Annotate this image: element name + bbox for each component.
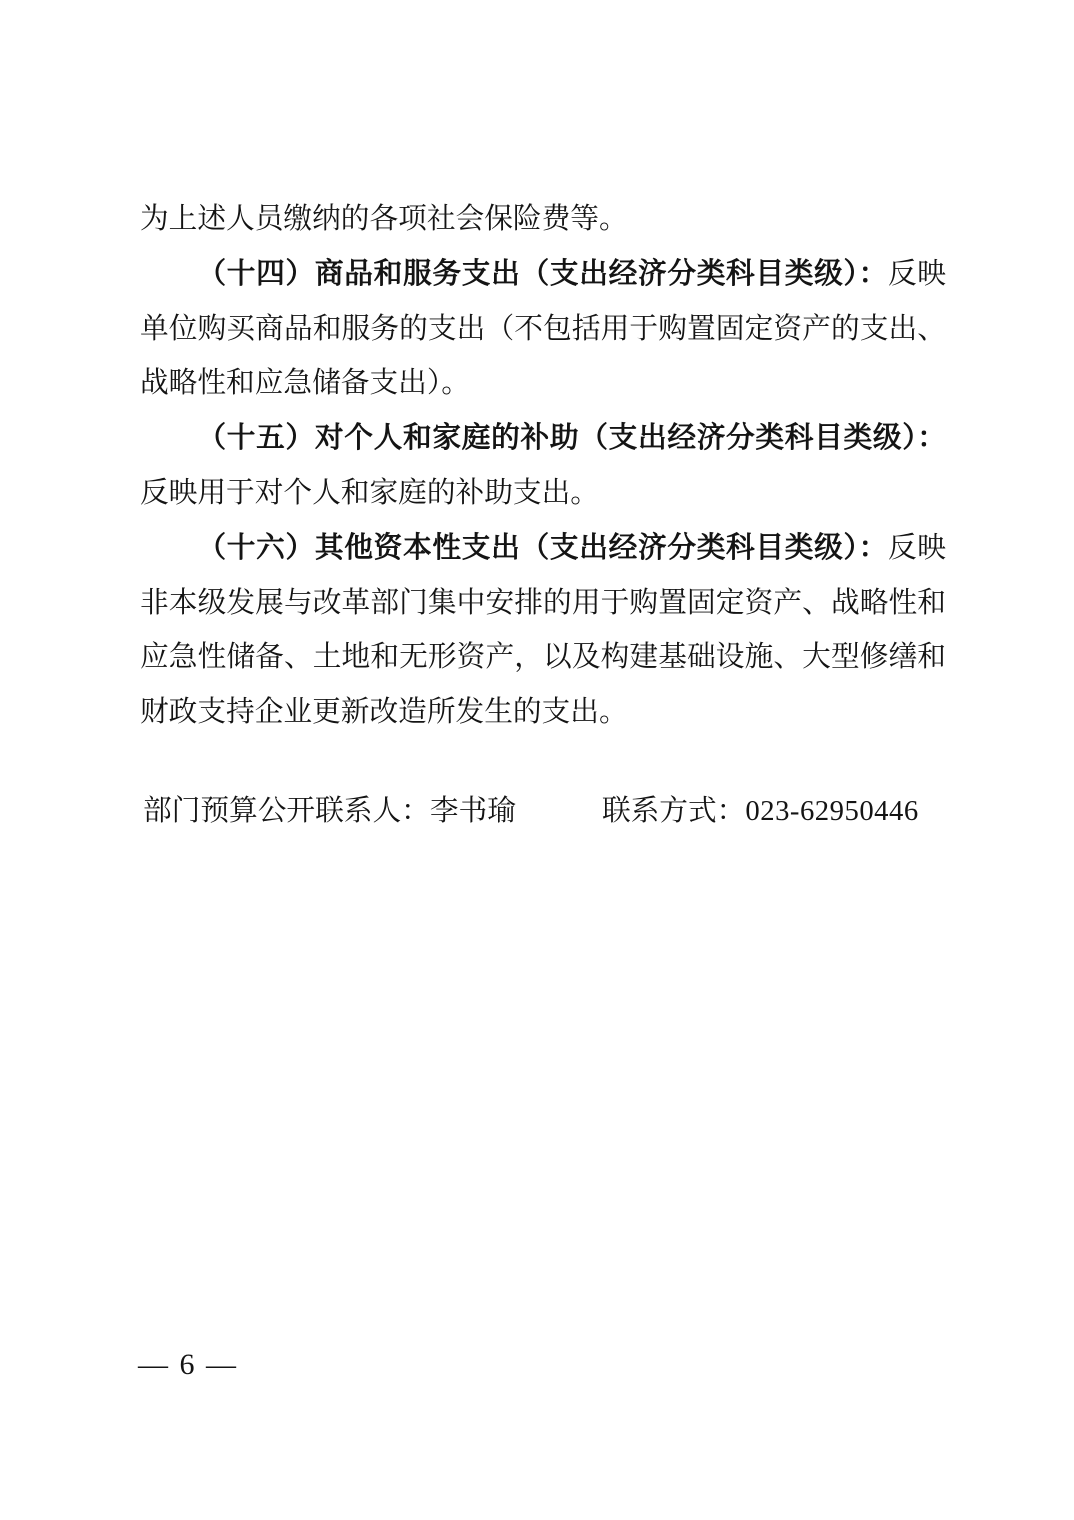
paragraph-heading: （十四）商品和服务支出（支出经济分类科目类级）： [197,257,888,290]
contact-phone: 023-62950446 [745,795,919,827]
paragraph-item-14 [140,247,946,411]
paragraph-heading: （十五）对个人和家庭的补助（支出经济分类科目类级）： [197,422,946,455]
paragraph-item-16 [140,521,946,740]
contact-method-label: 联系方式： [601,795,746,827]
paragraph-text: 反映单位购买商品和服务的支出（不包括用于购置固定资产的支出、战略性和应急储备支出）。 [140,257,946,400]
paragraph-heading: （十六）其他资本性支出（支出经济分类科目类级）： [197,531,888,564]
paragraph-text: 反映用于对个人和家庭的补助支出。 [140,476,599,509]
page-number: — 6 — [138,1348,238,1381]
paragraph-item-15 [140,411,946,521]
body-text [140,192,946,740]
contact-person-label: 部门预算公开联系人： [143,795,430,827]
contact-person-name: 李书瑜 [429,795,516,827]
paragraph-continuation [140,192,946,247]
paragraph-text: 反映非本级发展与改革部门集中安排的用于购置固定资产、战略性和应急性储备、土地和无形资产，以及构建基础设施、大型修缮和财政支持企业更新改造所发生的支出。 [140,531,946,729]
contact-line [143,784,963,839]
paragraph-text: 为上述人员缴纳的各项社会保险费等。 [140,203,628,235]
